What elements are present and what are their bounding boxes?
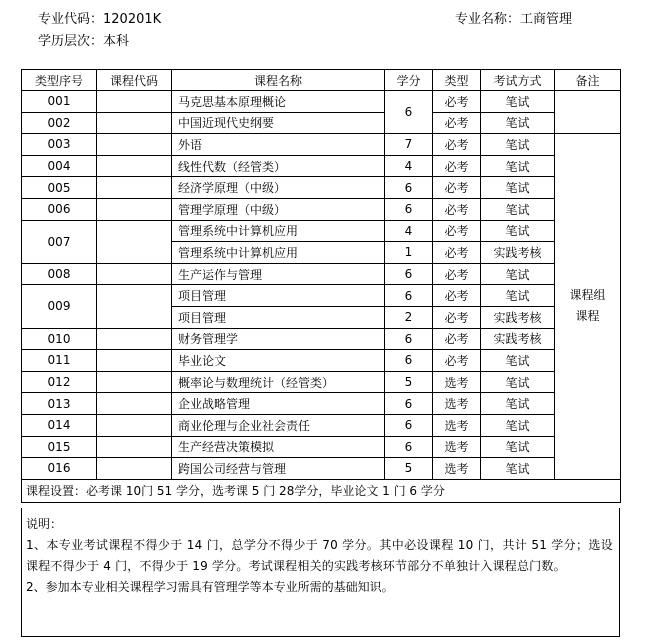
exam-cell: 实践考核 xyxy=(481,242,555,264)
code-cell xyxy=(97,198,172,220)
course-cell: 经济学原理（中级） xyxy=(172,177,385,199)
notes-title: 说明： xyxy=(26,517,63,531)
seq-cell: 009 xyxy=(22,285,97,328)
credit-cell: 6 xyxy=(385,263,433,285)
course-cell: 管理系统中计算机应用 xyxy=(172,220,385,242)
credit-cell: 4 xyxy=(385,220,433,242)
course-cell: 企业战略管理 xyxy=(172,393,385,415)
seq-cell: 011 xyxy=(22,350,97,372)
exam-cell: 笔试 xyxy=(481,198,555,220)
course-cell: 财务管理学 xyxy=(172,328,385,350)
seq-cell: 003 xyxy=(22,134,97,156)
table-row xyxy=(22,263,621,285)
code-cell xyxy=(97,393,172,415)
summary-row xyxy=(22,479,621,502)
exam-cell: 笔试 xyxy=(481,350,555,372)
code-cell xyxy=(97,112,172,134)
type-cell: 选考 xyxy=(433,458,481,480)
table-row xyxy=(22,350,621,372)
exam-cell: 笔试 xyxy=(481,220,555,242)
table-header-row xyxy=(22,70,621,91)
major-name-value: 工商管理 xyxy=(520,12,573,27)
type-cell: 必考 xyxy=(433,155,481,177)
type-cell: 必考 xyxy=(433,198,481,220)
type-cell: 选考 xyxy=(433,393,481,415)
table-row xyxy=(22,393,621,415)
course-cell: 毕业论文 xyxy=(172,350,385,372)
code-cell xyxy=(97,155,172,177)
type-cell: 必考 xyxy=(433,134,481,156)
code-cell xyxy=(97,91,172,113)
type-cell: 必考 xyxy=(433,350,481,372)
course-setting-summary: 课程设置：必考课 10门 51 学分，选考课 5 门 28学分，毕业论文 1 门 6 学分 xyxy=(22,479,621,502)
course-cell: 中国近现代史纲要 xyxy=(172,112,385,134)
exam-cell: 笔试 xyxy=(481,414,555,436)
type-cell: 必考 xyxy=(433,177,481,199)
code-cell xyxy=(97,220,172,263)
course-cell: 生产运作与管理 xyxy=(172,263,385,285)
column-header: 课程代码 xyxy=(97,70,172,91)
education-level xyxy=(38,30,129,49)
major-code-value: 120201K xyxy=(103,12,162,27)
type-cell: 必考 xyxy=(433,242,481,264)
credit-cell: 7 xyxy=(385,134,433,156)
exam-cell: 实践考核 xyxy=(481,306,555,328)
credit-cell: 5 xyxy=(385,458,433,480)
course-cell: 马克思基本原理概论 xyxy=(172,91,385,113)
remark-group-cell xyxy=(555,134,621,480)
code-cell xyxy=(97,285,172,328)
exam-cell: 笔试 xyxy=(481,155,555,177)
course-cell: 线性代数（经管类） xyxy=(172,155,385,177)
major-code-label: 专业代码： xyxy=(38,12,104,27)
credit-cell: 6 xyxy=(385,198,433,220)
notes-section xyxy=(21,508,620,637)
exam-cell: 笔试 xyxy=(481,134,555,156)
exam-cell: 实践考核 xyxy=(481,328,555,350)
code-cell xyxy=(97,328,172,350)
course-cell: 生产经营决策模拟 xyxy=(172,436,385,458)
seq-cell: 004 xyxy=(22,155,97,177)
course-cell: 项目管理 xyxy=(172,285,385,307)
type-cell: 必考 xyxy=(433,263,481,285)
seq-cell: 007 xyxy=(22,220,97,263)
major-name xyxy=(455,8,572,27)
code-cell xyxy=(97,134,172,156)
exam-cell: 笔试 xyxy=(481,263,555,285)
seq-cell: 006 xyxy=(22,198,97,220)
credit-cell: 2 xyxy=(385,306,433,328)
exam-cell: 笔试 xyxy=(481,436,555,458)
course-cell: 概率论与数理统计（经管类） xyxy=(172,371,385,393)
exam-cell: 笔试 xyxy=(481,91,555,113)
course-cell: 外语 xyxy=(172,134,385,156)
seq-cell: 015 xyxy=(22,436,97,458)
table-row xyxy=(22,220,621,242)
credit-cell: 6 xyxy=(385,177,433,199)
table-row xyxy=(22,134,621,156)
exam-cell: 笔试 xyxy=(481,458,555,480)
table-row xyxy=(22,458,621,480)
type-cell: 必考 xyxy=(433,91,481,113)
seq-cell: 010 xyxy=(22,328,97,350)
credit-cell: 1 xyxy=(385,242,433,264)
table-row xyxy=(22,436,621,458)
course-table xyxy=(21,69,621,503)
column-header: 考试方式 xyxy=(481,70,555,91)
remark-cell xyxy=(555,91,621,134)
education-level-label: 学历层次： xyxy=(38,34,104,49)
note-item-1: 1、本专业考试课程不得少于 14 门，总学分不得少于 70 学分。其中必设课程 10 门，共计 51 学分；选设课程不得少于 4 门，不得少于 19 学分。考试课程相关的实践考核环节部分不单独计入课程总门数。 xyxy=(26,538,613,573)
major-code xyxy=(38,8,161,27)
seq-cell: 001 xyxy=(22,91,97,113)
education-level-value: 本科 xyxy=(103,34,130,49)
code-cell xyxy=(97,263,172,285)
table-row xyxy=(22,155,621,177)
table-row xyxy=(22,328,621,350)
table-row xyxy=(22,414,621,436)
type-cell: 必考 xyxy=(433,220,481,242)
column-header: 类型序号 xyxy=(22,70,97,91)
seq-cell: 008 xyxy=(22,263,97,285)
exam-cell: 笔试 xyxy=(481,177,555,199)
column-header: 学分 xyxy=(385,70,433,91)
exam-cell: 笔试 xyxy=(481,371,555,393)
seq-cell: 016 xyxy=(22,458,97,480)
code-cell xyxy=(97,350,172,372)
column-header: 类型 xyxy=(433,70,481,91)
type-cell: 选考 xyxy=(433,414,481,436)
seq-cell: 013 xyxy=(22,393,97,415)
type-cell: 必考 xyxy=(433,285,481,307)
table-row xyxy=(22,91,621,113)
type-cell: 必考 xyxy=(433,306,481,328)
credit-cell: 6 xyxy=(385,436,433,458)
remark-group-label: 课程组课程 xyxy=(569,288,606,324)
type-cell: 必考 xyxy=(433,112,481,134)
table-row xyxy=(22,198,621,220)
note-item-2: 2、参加本专业相关课程学习需具有管理学等本专业所需的基础知识。 xyxy=(26,580,394,594)
credit-cell: 6 xyxy=(385,328,433,350)
table-row xyxy=(22,177,621,199)
type-cell: 选考 xyxy=(433,371,481,393)
exam-cell: 笔试 xyxy=(481,393,555,415)
code-cell xyxy=(97,458,172,480)
column-header: 课程名称 xyxy=(172,70,385,91)
course-cell: 项目管理 xyxy=(172,306,385,328)
major-name-label: 专业名称： xyxy=(455,12,521,27)
table-row xyxy=(22,285,621,307)
credit-cell: 6 xyxy=(385,414,433,436)
seq-cell: 005 xyxy=(22,177,97,199)
code-cell xyxy=(97,436,172,458)
course-cell: 跨国公司经营与管理 xyxy=(172,458,385,480)
seq-cell: 014 xyxy=(22,414,97,436)
course-cell: 管理系统中计算机应用 xyxy=(172,242,385,264)
exam-cell: 笔试 xyxy=(481,112,555,134)
credit-cell: 6 xyxy=(385,91,433,134)
code-cell xyxy=(97,177,172,199)
type-cell: 选考 xyxy=(433,436,481,458)
type-cell: 必考 xyxy=(433,328,481,350)
credit-cell: 4 xyxy=(385,155,433,177)
table-row xyxy=(22,371,621,393)
seq-cell: 012 xyxy=(22,371,97,393)
column-header: 备注 xyxy=(555,70,621,91)
course-cell: 管理学原理（中级） xyxy=(172,198,385,220)
table-row xyxy=(22,112,621,134)
course-cell: 商业伦理与企业社会责任 xyxy=(172,414,385,436)
credit-cell: 6 xyxy=(385,350,433,372)
code-cell xyxy=(97,414,172,436)
seq-cell: 002 xyxy=(22,112,97,134)
credit-cell: 6 xyxy=(385,285,433,307)
credit-cell: 6 xyxy=(385,393,433,415)
code-cell xyxy=(97,371,172,393)
exam-cell: 笔试 xyxy=(481,285,555,307)
credit-cell: 5 xyxy=(385,371,433,393)
